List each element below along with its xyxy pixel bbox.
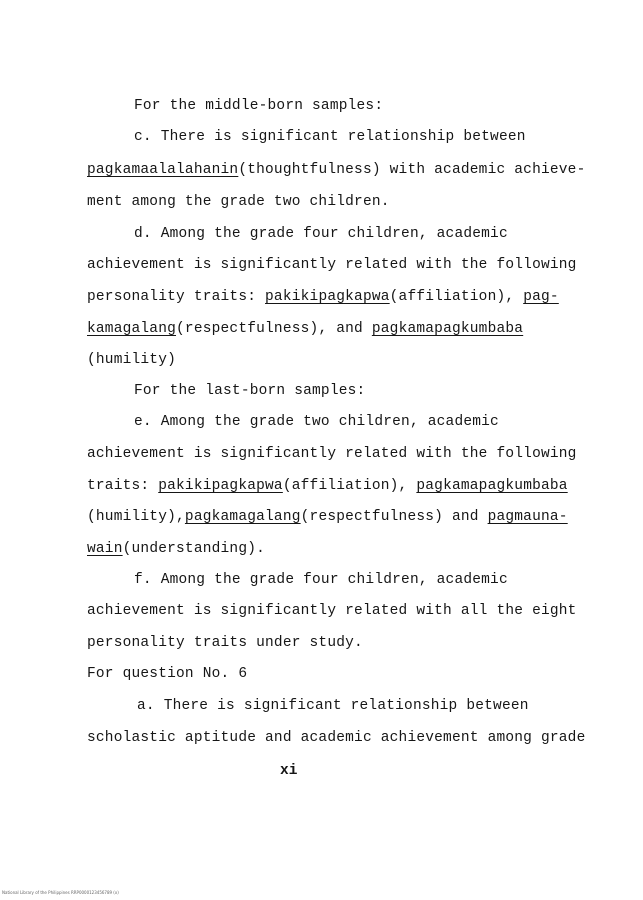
text-line: [87, 540, 265, 558]
text-segment: (respectfulness), and: [176, 321, 372, 337]
text-line: [134, 225, 508, 243]
text-segment: (thoughtfulness) with academic achieve-: [238, 162, 586, 178]
text-line: [87, 445, 577, 463]
text-line: [87, 508, 568, 526]
underlined-term: pakikipagkapwa: [265, 289, 390, 305]
text-line: [87, 193, 390, 211]
underlined-term: pakikipagkapwa: [158, 478, 283, 494]
text-segment: achievement is significantly related with the following: [87, 446, 577, 462]
text-line: [87, 602, 577, 620]
underlined-term: pagkamaalalahanin: [87, 162, 239, 178]
text-segment: e. Among the grade two children, academic: [134, 414, 499, 430]
text-segment: (respectfulness) and: [300, 509, 488, 525]
text-segment: (humility),: [87, 509, 185, 525]
text-line: [87, 477, 568, 495]
text-segment: d. Among the grade four children, academic: [134, 226, 508, 242]
text-segment: For question No. 6: [87, 666, 248, 682]
text-segment: achievement is significantly related with all the eight: [87, 603, 577, 619]
text-segment: traits:: [87, 478, 159, 494]
text-segment: scholastic aptitude and academic achievement among grade: [87, 730, 586, 746]
text-segment: c. There is significant relationship between: [134, 129, 526, 145]
text-segment: (affiliation),: [282, 478, 417, 494]
text-line: [87, 288, 559, 306]
underlined-term: kamagalang: [87, 321, 177, 337]
text-line: [134, 571, 508, 589]
text-line: [87, 634, 363, 652]
text-segment: ment among the grade two children.: [87, 194, 390, 210]
text-segment: (affiliation),: [389, 289, 524, 305]
archive-footer: National Library of the Philippines RRP0000123456789 (x): [2, 890, 119, 895]
text-line: [87, 256, 577, 274]
text-segment: (understanding).: [122, 541, 266, 557]
underlined-term: pag-: [523, 289, 559, 305]
text-line: [137, 697, 529, 715]
text-line: [134, 97, 383, 115]
text-line: [87, 351, 176, 369]
text-segment: For the middle-born samples:: [134, 98, 384, 114]
text-segment: personality traits:: [87, 289, 266, 305]
text-segment: personality traits under study.: [87, 635, 363, 651]
text-line: [134, 413, 499, 431]
underlined-term: pagmauna-: [487, 509, 568, 525]
text-line: [87, 320, 523, 338]
text-line: [134, 382, 365, 400]
text-line: [134, 128, 526, 146]
text-segment: f. Among the grade four children, academic: [134, 572, 508, 588]
page-number: xi: [280, 763, 298, 779]
text-line: [87, 729, 585, 747]
underlined-term: pagkamagalang: [184, 509, 301, 525]
underlined-term: pagkamapagkumbaba: [416, 478, 568, 494]
text-segment: a. There is significant relationship between: [137, 698, 529, 714]
text-line: [87, 161, 585, 179]
text-segment: achievement is significantly related with the following: [87, 257, 577, 273]
underlined-term: pagkamapagkumbaba: [371, 321, 524, 337]
text-segment: (humility): [87, 352, 177, 368]
underlined-term: wain: [87, 541, 123, 557]
text-segment: For the last-born samples:: [134, 383, 366, 399]
text-line: [87, 665, 247, 683]
